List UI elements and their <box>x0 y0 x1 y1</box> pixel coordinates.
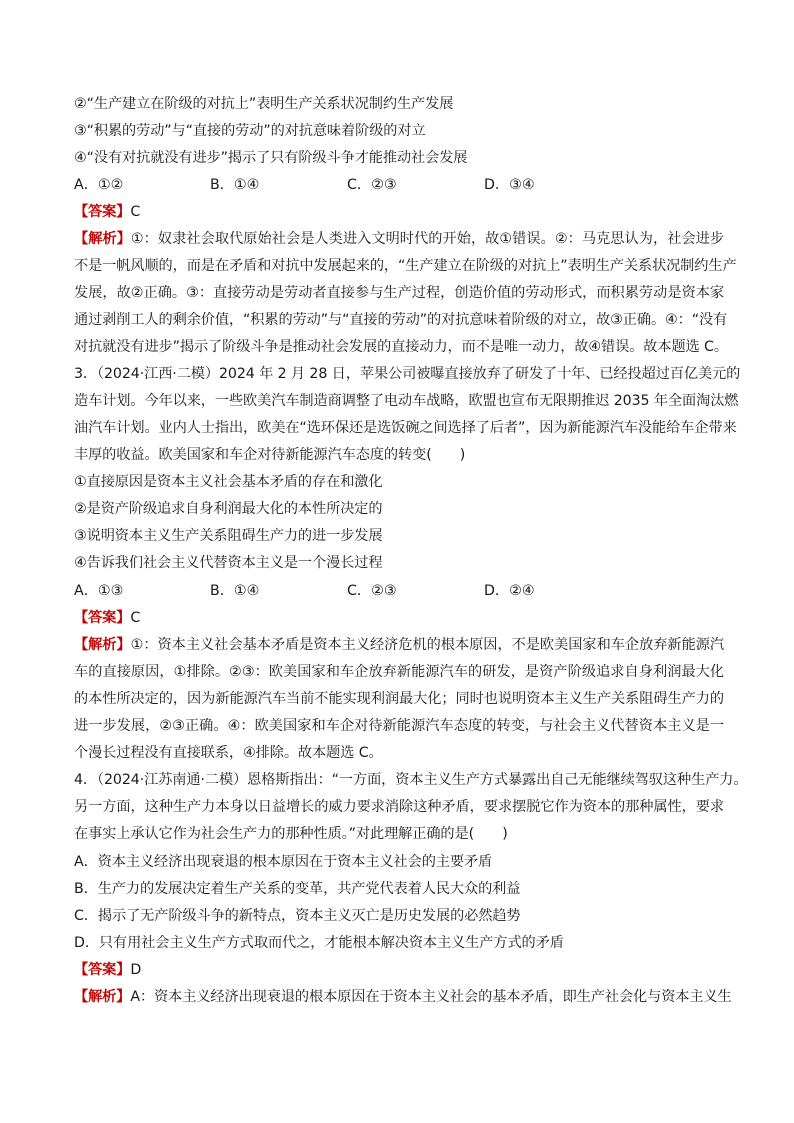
analysis-line: 对抗就没有进步”揭示了阶级斗争是推动社会发展的直接动力，而不是唯一动力，故④错误。故本题选 C。 <box>74 339 728 355</box>
option-b: B．①④ <box>210 177 260 193</box>
choice-b: B．生产力的发展决定着生产关系的变革，共产党代表着人民大众的利益 <box>74 881 521 897</box>
option-c: C．②③ <box>347 177 397 193</box>
question-stem: 3．（2024·江西·二模）2024 年 2 月 28 日，苹果公司被曝直接放弃了研发了十年、已经投超过百亿美元的 <box>74 366 741 382</box>
question-stem: 造车计划。今年以来，一些欧美汽车制造商调整了电动车战略，欧盟也宣布无限期推迟 2035 年全面淘汰燃 <box>74 393 739 409</box>
analysis-text: ①：奴隶社会取代原始社会是人类进入文明时代的开始，故①错误。②：马克思认为，社会进步 <box>130 231 724 247</box>
question-stem: 油汽车计划。业内人士指出，欧美在“选环保还是选饭碗之间选择了后者”，因为新能源汽车没能给车企带来 <box>74 420 737 436</box>
option-a: A．①② <box>74 177 124 193</box>
option-c: C．②③ <box>347 583 397 599</box>
analysis-tag: 【解析】 <box>74 637 131 653</box>
analysis-line: 的本性所决定的，因为新能源汽车当前不能实现利润最大化；同时也说明资本主义生产关系阻碍生产力的 <box>74 691 724 707</box>
answer-tag: 【答案】 <box>74 204 131 220</box>
analysis-line <box>74 987 732 1007</box>
option-d: D．③④ <box>484 177 535 193</box>
answer-line <box>74 960 724 980</box>
analysis-text: A：资本主义经济出现衰退的根本原因在于资本主义社会的基本矛盾，即生产社会化与资本主义生 <box>130 989 732 1005</box>
answer-line <box>74 202 724 222</box>
statement-4: ④“没有对抗就没有进步”揭示了只有阶级斗争才能推动社会发展 <box>74 150 468 166</box>
question-stem: 丰厚的收益。欧美国家和车企对待新能源汽车态度的转变( ) <box>74 447 466 463</box>
analysis-tag: 【解析】 <box>74 989 131 1005</box>
answer-value: C <box>130 610 141 626</box>
choice-a: A．资本主义经济出现衰退的根本原因在于资本主义社会的主要矛盾 <box>74 854 493 870</box>
statement-4: ④告诉我们社会主义代替资本主义是一个漫长过程 <box>74 555 383 571</box>
choice-d: D．只有用社会主义生产方式取而代之，才能根本解决资本主义生产方式的矛盾 <box>74 935 564 951</box>
analysis-line: 通过剥削工人的剩余价值，“积累的劳动”与“直接的劳动”的对抗意味着阶级的对立，故③正确。④：“没有 <box>74 312 728 328</box>
option-a: A．①③ <box>74 583 124 599</box>
analysis-line <box>74 635 724 655</box>
analysis-line: 发展，故②正确。③：直接劳动是劳动者直接参与生产过程，创造价值的劳动形式，而积累劳动是资本家 <box>74 285 724 301</box>
analysis-line: 不是一帆风顺的，而是在矛盾和对抗中发展起来的，“生产建立在阶级的对抗上”表明生产关系状况制约生产 <box>74 258 737 274</box>
analysis-line: 进一步发展，②③正确。④：欧美国家和车企对待新能源汽车态度的转变，与社会主义代替资本主义是一 <box>74 718 724 734</box>
answer-value: D <box>130 962 142 978</box>
statement-1: ①直接原因是资本主义社会基本矛盾的存在和激化 <box>74 474 383 490</box>
choice-c: C．揭示了无产阶级斗争的新特点，资本主义灭亡是历史发展的必然趋势 <box>74 908 521 924</box>
question-stem: 4．（2024·江苏南通·二模）恩格斯指出：“一方面，资本主义生产方式暴露出自己无能继续驾驭这种生产力。 <box>74 772 748 788</box>
question-stem: 另一方面，这种生产力本身以日益增长的威力要求消除这种矛盾，要求摆脱它作为资本的那种属性，要求 <box>74 799 724 815</box>
answer-tag: 【答案】 <box>74 962 131 978</box>
analysis-line: 个漫长过程没有直接联系，④排除。故本题选 C。 <box>74 745 383 761</box>
analysis-tag: 【解析】 <box>74 231 131 247</box>
analysis-line <box>74 229 724 249</box>
statement-3: ③说明资本主义生产关系阻碍生产力的进一步发展 <box>74 528 383 544</box>
analysis-line: 车的直接原因，①排除。②③：欧美国家和车企放弃新能源汽车的研发，是资产阶级追求自身利润最大化 <box>74 664 724 680</box>
option-d: D．②④ <box>484 583 535 599</box>
statement-2: ②“生产建立在阶级的对抗上”表明生产关系状况制约生产发展 <box>74 96 454 112</box>
answer-line <box>74 608 724 628</box>
statement-2: ②是资产阶级追求自身利润最大化的本性所决定的 <box>74 501 383 517</box>
analysis-text: ①：资本主义社会基本矛盾是资本主义经济危机的根本原因，不是欧美国家和车企放弃新能源汽 <box>130 637 724 653</box>
answer-value: C <box>130 204 141 220</box>
statement-3: ③“积累的劳动”与“直接的劳动”的对抗意味着阶级的对立 <box>74 123 426 139</box>
question-stem: 在事实上承认它作为社会生产力的那种性质。”对此理解正确的是( ) <box>74 826 508 842</box>
option-b: B．①④ <box>210 583 260 599</box>
answer-tag: 【答案】 <box>74 610 131 626</box>
